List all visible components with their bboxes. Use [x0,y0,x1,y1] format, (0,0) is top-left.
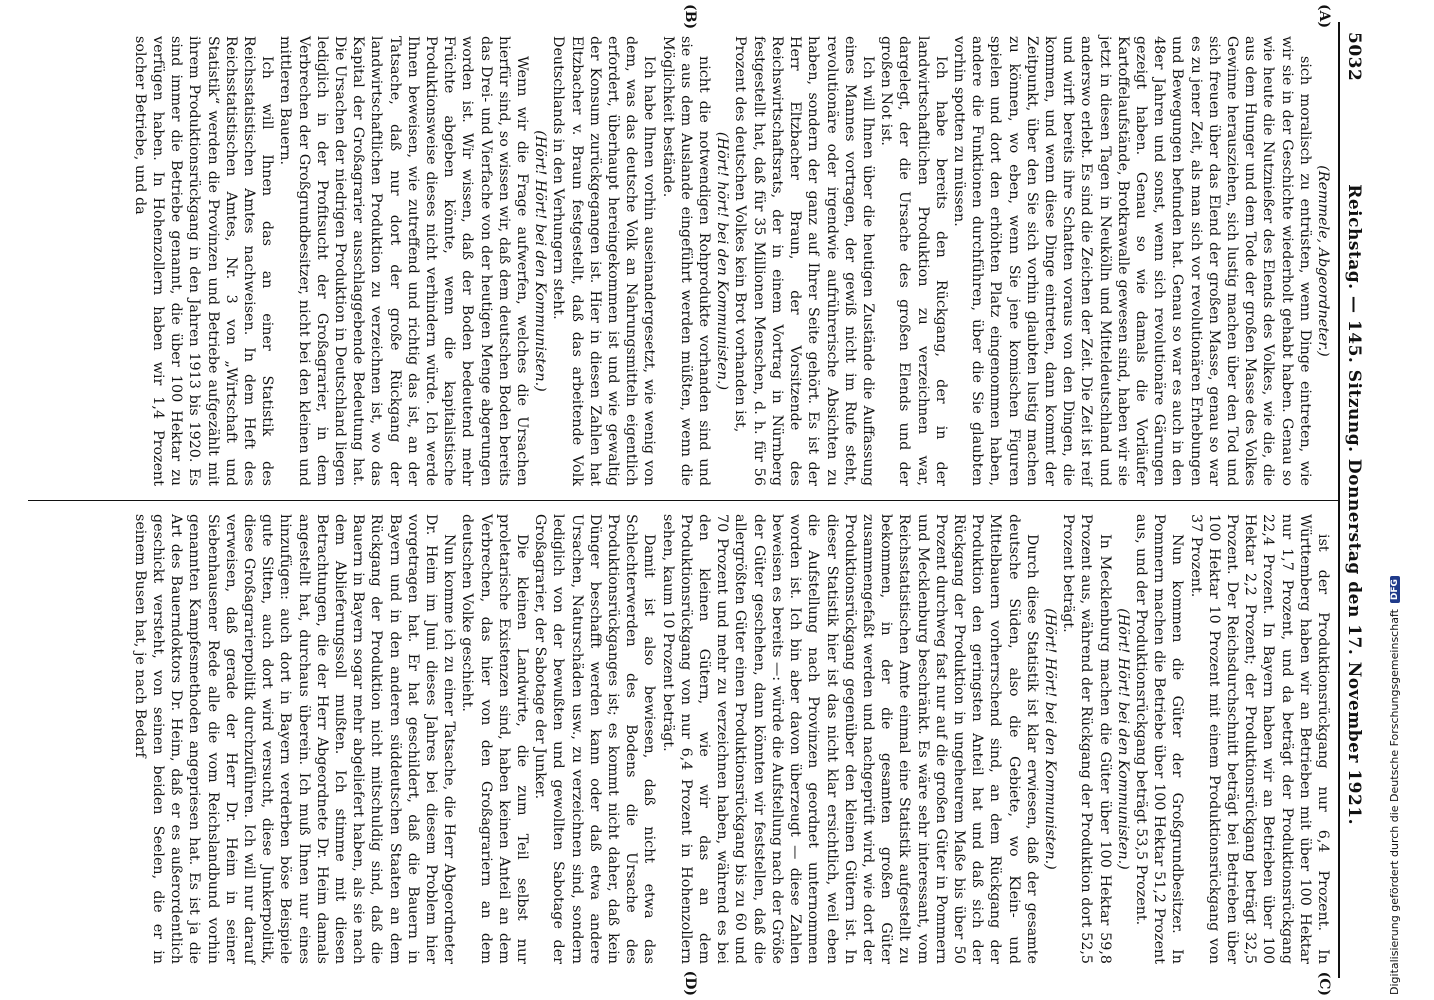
paragraph: sich moralisch zu entrüsten, wenn Dinge eintreten, wie wir sie in der Geschichte wiederholt gehabt haben. Genau so wie heute die Nutznießer des Elends des Volkes, wie die, die aus dem Hunger und dem Tode der großen Masse des Volkes Gewinne herausziehen, sich lustig machen über den Tod und sich freuen über das Elend der großen Masse, genau so war es zu jener Zeit, als man sich vor revolutionären Erhebungen und Bewegungen befunden hat. Genau so war es auch in den 48er Jahren und sonst, wenn sich revolutionäre Gärungen gezeigt haben. Genau so wie damals die Vorläufer Kartoffelaufstände, Brotkrawalle gewesen sind, haben wir sie jetzt in diesen Tagen in Neukölln und Mitteldeutschland und anderswo erlebt. Es sind die Zeichen der Zeit. Die Zeit ist reif und wirft bereits ihre Schatten voraus von den Dingen, die kommen, und wenn diese Dinge eintreten, dann kommt der Zeitpunkt, über den Sie sich vorhin glaubten lustig machen zu können, wo eben, wenn Sie jene komischen Figuren spielen und dort den erhöhten Platz eingenommen haben, andere die Funktionen durchführen, über die Sie glaubten vorhin spotten zu müssen. [950,36,1313,486]
margin-marker-c: (C) [1316,971,1332,996]
paragraph: ist der Produktionsrückgang nur 6,4 Prozent. In Württemberg haben wir an Betrieben mit über 100 Hektar nur 1,7 Prozent, und da beträgt der Produktionsrückgang 22,4 Prozent. In Bayern haben wir an Betrieben über 100 Hektar 2,2 Prozent; der Produktionsrückgang beträgt 32,5 Prozent. Der Reichsdurchschnitt beträgt bei Betrieben über 100 Hektar 10 Prozent mit einem Produktionsrückgang von 37 Prozent. [1187,514,1331,964]
paragraph: (Hört! hört! bei den Kommunisten.) [714,131,731,391]
text-columns [28,4,1338,996]
paragraph: Die kleinen Landwirte, die zum Teil selbst nur proletarische Existenzen sind, haben keinen Anteil an dem Verbrechen, das hier von den Großagrariern an dem deutschen Volke geschieht. [459,514,531,964]
margin-marker-d: (D) [682,970,698,996]
paragraph: Ich habe Ihnen vorhin auseinandergesetzt, wie wenig von dem, was das deutsche Volk an Nahrungsmitteln eigentlich erfordert, überhaupt hereingekommen ist und wie gewaltig der Konsum zurückgegangen ist. Hier in diesen Zahlen hat Eltzbacher v. Braun festgestellt, daß das arbeitende Volk Deutschlands in den Verhungern steht. [550,36,658,486]
credit-text: Digitalisierung gefördert durch die Deutsche Forschungsgemeinschaft [1388,609,1401,995]
paragraph: nicht die notwendigen Rohprodukte vorhanden sind und sie aus dem Auslande eingeführt werden müßten, wenn die Möglichkeit bestände. [659,36,713,486]
right-column [28,500,1338,978]
page-title: Reichstag. — 145. Sitzung. Donnerstag den 17. November 1921. [1344,184,1364,826]
digitization-credit [1388,576,1401,995]
paragraph: Durch diese Statistik ist klar erwiesen, daß der gesamte deutsche Süden, also die Gebiete, wo Klein- und Mittelbauern vorherrschend sind, an dem Rückgang der Produktion den geringsten Anteil hat und daß sich der Rückgang der Produktion in ungeheurem Maße bis über 50 Prozent durchweg fast nur auf die großen Güter in Pommern und Mecklenburg beschränkt. Es wäre sehr interessant, vom Reichsstatistischen Amte einmal eine Statistik aufgestellt zu bekommen, in der die gesamten großen Güter zusammengefaßt werden und nachgeprüft wird, wie dort der Produktionsrückgang gegenüber den kleinen Gütern ist. In dieser Statistik hier ist das nicht klar ersichtlich, weil eben die Aufstellung nach Provinzen geordnet unternommen worden ist. Ich bin aber davon überzeugt — diese Zahlen beweisen es bereits —: würde die Aufstellung nach der Größe der Güter geschehen, dann könnten wir feststellen, daß die allergrößten Güter einen Produktionsrückgang bis zu 60 und 70 Prozent und mehr zu verzeichnen haben, während es bei den kleinen Gütern, wie wir das an dem Produktionsrückgang von nur 6,4 Prozent in Hohenzollern sehen, kaum 10 Prozent beträgt. [659,514,1040,964]
paragraph: In Mecklenburg machen die Güter über 100 Hektar 59,8 Prozent aus, während der Rückgang der Produktion dort 52,5 Prozent beträgt. [1060,514,1113,964]
paragraph: Wenn wir die Frage aufwerfen, welches die Ursachen hierfür sind, so wissen wir, daß dem deutschen Boden bereits das Drei- und Vierfache von der heutigen Menge abgerungen worden ist. Wir wissen, daß der Boden bedeutend mehr Früchte abgeben könnte, wenn die kapitalistische Produktionsweise dieses nicht verhindern würde. Ich werde Ihnen beweisen, wie zutreffend und richtig das ist, an der Tatsache, daß nur dort der große Rückgang der landwirtschaftlichen Produktion zu verzeichnen ist, wo das Kapital der Großagrarier ausschlaggebende Bedeutung hat. Die Ursachen der niedrigen Produktion in Deutschland liegen lediglich in der Profitsucht der Großagrarier, in dem Verbrechen der Großgrundbesitzer, nicht bei den kleinen und mittleren Bauern. [277,36,531,486]
paragraph: Nun komme ich zu einer Tatsache, die Herr Abgeordneter Dr. Heim im Juni dieses Jahres bei diesem Problem hier vorgetragen hat. Er hat geschildert, daß die Bauern in Bayern und in den anderen süddeutschen Staaten an dem Rückgang der Produktion nicht mitschuldig sind, daß die Bauern in Bayern sogar mehr abgeliefert haben, als sie nach dem Ablieferungssoll mußten. Ich stimme mit diesen Betrachtungen, die der Herr Abgeordnete Dr. Heim damals angestellt hat, durchaus überein. Ich muß Ihnen nur eines hinzufügen: auch dort in Bayern verderben böse Beispiele gute Sitten, auch dort wird versucht, diese Junkerpolitik, diese Großagrarierpolitik durchzuführen. Ich will nur darauf verweisen, daß gerade der Herr Dr. Heim in seiner Siebenhausener Rede alle die vom Reichslandbund vorhin genannten Kampfesmethoden angepriesen hat. Es ist ja die Art des Bauerndoktors Dr. Heim, daß er es außerordentlich geschickt versteht, von seinen beiden Seelen, die er in seinem Busen hat, je nach Bedarf [131,514,458,964]
dfg-logo-icon: DFG [1390,576,1400,603]
paragraph: Damit ist also bewiesen, daß nicht etwa das Schlechterwerden des Bodens die Ursache des Produktionsrückganges ist; es kommt nicht daher, daß kein Dünger beschafft werden kann oder daß etwa andere Ursachen, Naturschäden usw., zu verzeichnen sind, sondern lediglich von der bewußten und gewollten Sabotage der Großagrarier, der Sabotage der Junker. [532,514,658,964]
column-divider [28,500,1338,501]
page-number: 5032 [1344,32,1364,82]
margin-marker-b: (B) [682,4,698,30]
paragraph: (Hört! Hört! bei den Kommunisten.) [1114,608,1131,870]
margin-marker-a: (A) [1316,4,1332,29]
paragraph: (Remmele, Abgeordneter.) [1315,165,1331,357]
left-column [28,22,1338,500]
paragraph: (Hört! Hört! bei den Kommunisten.) [532,130,549,392]
paragraph: Ich will Ihnen das an einer Statistik des Reichsstatistischen Amtes nachweisen. In dem Heft des Reichsstatistischen Amtes, Nr. 3 von „Wirtschaft und Statistik“ werden die Provinzen und Betriebe aufgezählt mit ihrem Produktionsrückgang in den Jahren 1913 bis 1920. Es sind immer die Betriebe genannt, die über 100 Hektar zu verfügen haben. In Hohenzollern haben wir 1,4 Prozent solcher Betriebe, und da [131,36,276,486]
page-header [1338,22,1364,978]
paragraph: Ich will Ihnen über die heutigen Zustände die Auffassung eines Mannes vortragen, der gewiß nicht im Rufe steht, revolutionäre oder irgendwie aufrührerische Absichten zu haben, sondern der ganz auf Ihrer Seite gehört. Es ist der Herr Eltzbacher Braun, der Vorsitzende des Reichswirtschaftsrats, der in einem Vortrag in Nürnberg festgestellt hat, daß für 35 Millionen Menschen, d. h. für 56 Prozent des deutschen Volkes kein Brot vorhanden ist, [732,36,876,486]
paragraph: (Hört! Hört! bei den Kommunisten.) [1041,608,1058,870]
paragraph: Nun kommen die Güter der Großgrundbesitzer. In Pommern machen die Betriebe über 100 Hektar 51,2 Prozent aus, und der Produktionsrückgang beträgt 53,5 Prozent. [1132,514,1186,964]
paragraph: Ich habe bereits den Rückgang, der in der landwirtschaftlichen Produktion zu verzeichnen war, dargelegt, der die Ursache des großen Elends und der großen Not ist. [878,36,949,486]
